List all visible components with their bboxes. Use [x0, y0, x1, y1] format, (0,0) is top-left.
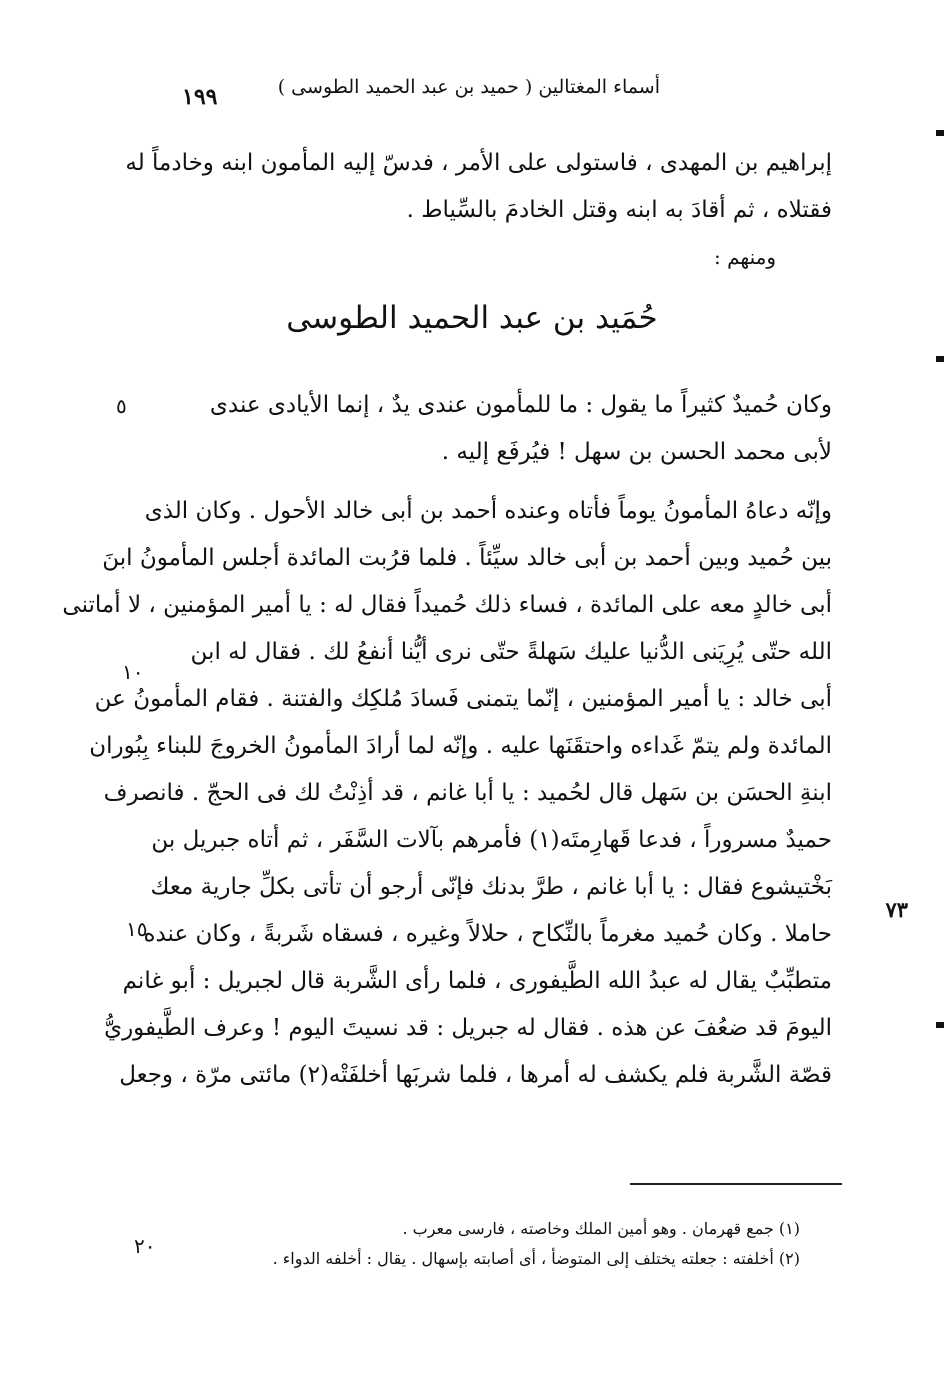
- line-number: ١٠: [122, 660, 144, 684]
- folio-marker: ٧٣: [885, 897, 908, 922]
- text-line: بين حُميد وبين أحمد بن أبى خالد سيِّئاً . فلما قرُبت المائدة أجلس المأمونُ ابنَ: [102, 545, 832, 571]
- text-line: حاملا . وكان حُميد مغرماً بالنِّكاح ، حلالاً وغيره ، فسقاه شَربةً ، وكان عنده: [143, 921, 832, 947]
- line-number: ٥: [116, 394, 127, 418]
- page-number: ١٩٩: [182, 84, 218, 110]
- text-line: أبى خالدٍ معه على المائدة ، فساء ذلك حُميداً فقال له : يا أمير المؤمنين ، لا أماتنى: [62, 592, 832, 618]
- text-line: اليومَ قد ضعُفَ عن هذه . فقال له جبريل : قد نسيتَ اليوم ! وعرف الطَّيفوريُّ: [104, 1015, 832, 1041]
- page-header: [160, 70, 660, 110]
- line-number: ١٥: [126, 917, 148, 941]
- margin-mark: [936, 356, 944, 362]
- margin-mark: [936, 130, 944, 136]
- text-line: ابنةِ الحسَن بن سَهل قال لحُميد : يا أبا غانم ، قد أذِنْتُ لك فى الحجّ . فانصرف: [103, 780, 832, 806]
- text-line: إبراهيم بن المهدى ، فاستولى على الأمر ، فدسّ إليه المأمون ابنه وخادماً له: [125, 150, 832, 176]
- margin-mark: [936, 1022, 944, 1028]
- running-title: أسماء المغتالين ( حميد بن عبد الحميد الطوسى ): [277, 76, 660, 98]
- text-line: حميدٌ مسروراً ، فدعا قَهارِمتَه(١) فأمرهم بآلات السَّفَر ، ثم أتاه جبريل بن: [151, 827, 832, 853]
- text-line: قصّة الشَّربة فلم يكشف له أمرها ، فلما شربَها أخلفَتْه(٢) مائتى مرّة ، وجعل: [119, 1062, 832, 1088]
- footnote-divider: [630, 1183, 842, 1185]
- text-line: فقتلاه ، ثم أقادَ به ابنه وقتل الخادمَ بالسِّياط .: [406, 197, 832, 223]
- footnote-1: (١) جمع قهرمان . وهو أمين الملك وخاصته ، فارسى معرب .: [402, 1219, 800, 1238]
- section-heading: حُمَيد بن عبد الحميد الطوسى: [286, 300, 658, 336]
- text-line: أبى خالد : يا أمير المؤمنين ، إنّما يتمنى فَسادَ مُلكِك والفتنة . فقام المأمونُ عن: [94, 686, 832, 712]
- text-line: وكان حُميدٌ كثيراً ما يقول : ما للمأمون عندى يدٌ ، إنما الأيادى عندى: [209, 392, 832, 418]
- line-number: ٢٠: [134, 1234, 156, 1258]
- text-line: الله حتّى يُرِيَنى الدُّنيا عليك سَهلةً حتّى نرى أيُّنا أنفعُ لك . فقال له ابن: [190, 639, 832, 665]
- paragraph-1: [152, 382, 832, 476]
- intro-paragraph: [125, 140, 832, 234]
- text-line: بَخْتيشوع فقال : يا أبا غانم ، طرَّ بدنك فإنّى أرجو أن تأتى بكلِّ جارية معك: [150, 874, 832, 900]
- text-line: متطبِّبٌ يقال له عبدُ الله الطَّيفورى ، فلما رأى الشَّربة قال لجبريل : أبو غانم: [122, 968, 832, 994]
- text-line: لأبى محمد الحسن بن سهل ! فيُرفَع إليه .: [441, 439, 832, 465]
- footnotes: [140, 1214, 800, 1274]
- footnote-2: (٢) أخلفته : جعلته يختلف إلى المتوضأ ، أى أصابته بإسهال . يقال : أخلفه الدواء .: [272, 1249, 800, 1268]
- subhead: ومنهم :: [713, 245, 776, 269]
- text-line: المائدة ولم يتمّ غَداءه واحتقَنَها عليه . وإنّه لما أرادَ المأمونُ الخروجَ للبناء بِبُوران: [89, 733, 832, 759]
- text-line: وإنّه دعاهُ المأمونُ يوماً فأتاه وعنده أحمد بن أبى خالد الأحول . وكان الذى: [144, 498, 832, 524]
